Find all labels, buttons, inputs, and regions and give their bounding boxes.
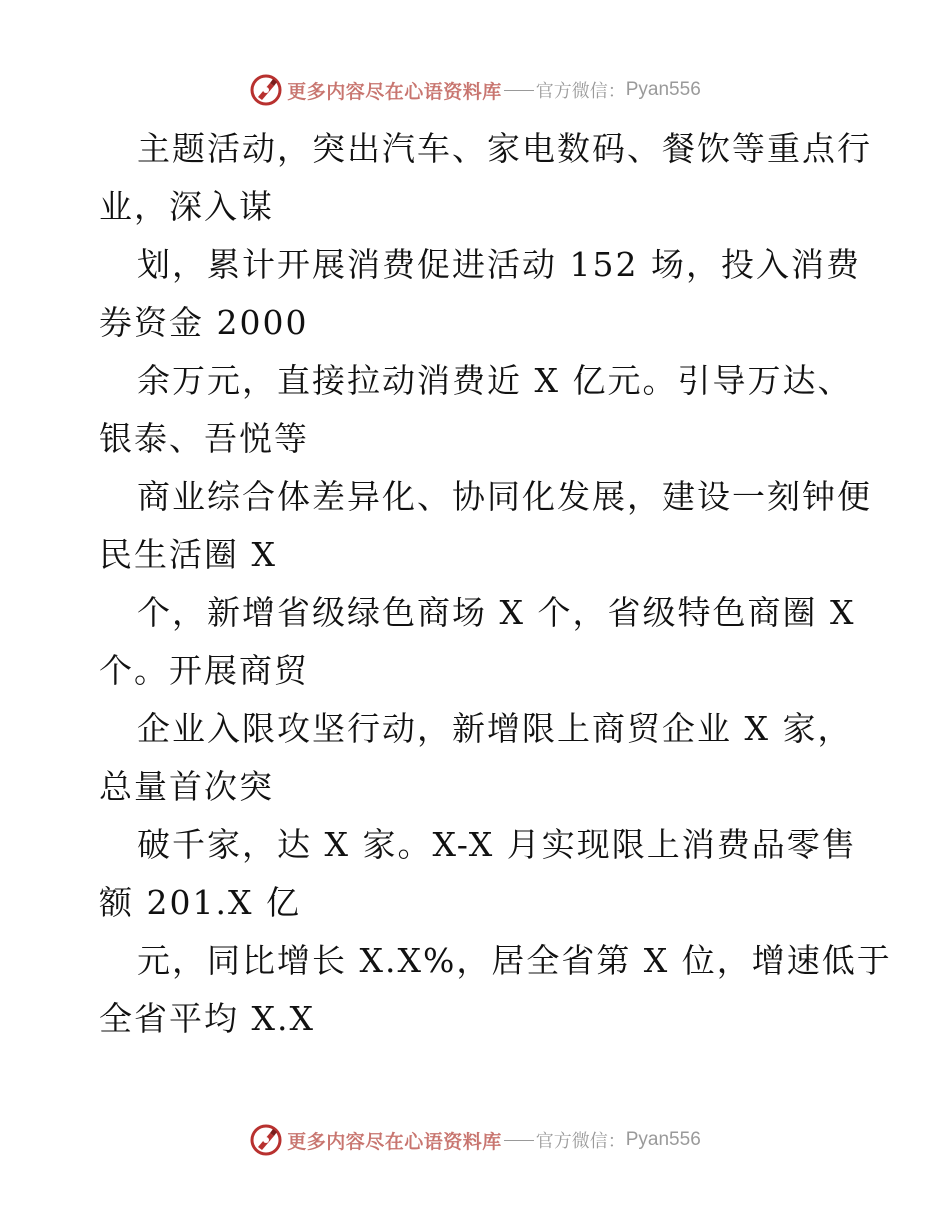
watermark-separator (504, 1140, 534, 1141)
watermark-label: 官方微信： (535, 1131, 626, 1152)
text-line: 额 201.X 亿 (99, 883, 301, 922)
watermark-brand: 更多内容尽在心语资料库 (287, 80, 502, 103)
text-line: 元，同比增长 X.X%，居全省第 X 位，增速低于 (137, 941, 892, 980)
seal-logo-icon (249, 73, 283, 107)
seal-logo-icon (249, 1123, 283, 1157)
watermark-label: 官方微信： (535, 81, 626, 102)
text-line: 破千家，达 X 家。X-X 月实现限上消费品零售 (137, 825, 857, 864)
text-line: 银泰、吾悦等 (99, 419, 309, 458)
document-body (99, 120, 892, 1048)
watermark-id: Pyan556 (625, 79, 701, 100)
text-line: 个。开展商贸 (99, 651, 309, 690)
text-line: 企业入限攻坚行动，新增限上商贸企业 X 家， (137, 709, 853, 748)
footer-watermark (0, 1120, 950, 1160)
text-line: 民生活圈 X (99, 535, 277, 574)
text-line: 余万元，直接拉动消费近 X 亿元。引导万达、 (137, 361, 853, 400)
text-line: 个，新增省级绿色商场 X 个，省级特色商圈 X (137, 593, 856, 632)
watermark-separator (504, 90, 534, 91)
text-line: 主题活动，突出汽车、家电数码、餐饮等重点行 (137, 129, 872, 168)
text-line: 业，深入谋 (99, 187, 274, 226)
header-watermark (0, 70, 950, 110)
text-line: 全省平均 X.X (99, 999, 315, 1038)
watermark-id: Pyan556 (625, 1129, 701, 1150)
text-line: 券资金 2000 (99, 303, 309, 342)
watermark-brand: 更多内容尽在心语资料库 (287, 1130, 502, 1153)
text-line: 划，累计开展消费促进活动 152 场，投入消费 (137, 245, 861, 284)
text-line: 商业综合体差异化、协同化发展，建设一刻钟便 (137, 477, 872, 516)
text-line: 总量首次突 (99, 767, 274, 806)
